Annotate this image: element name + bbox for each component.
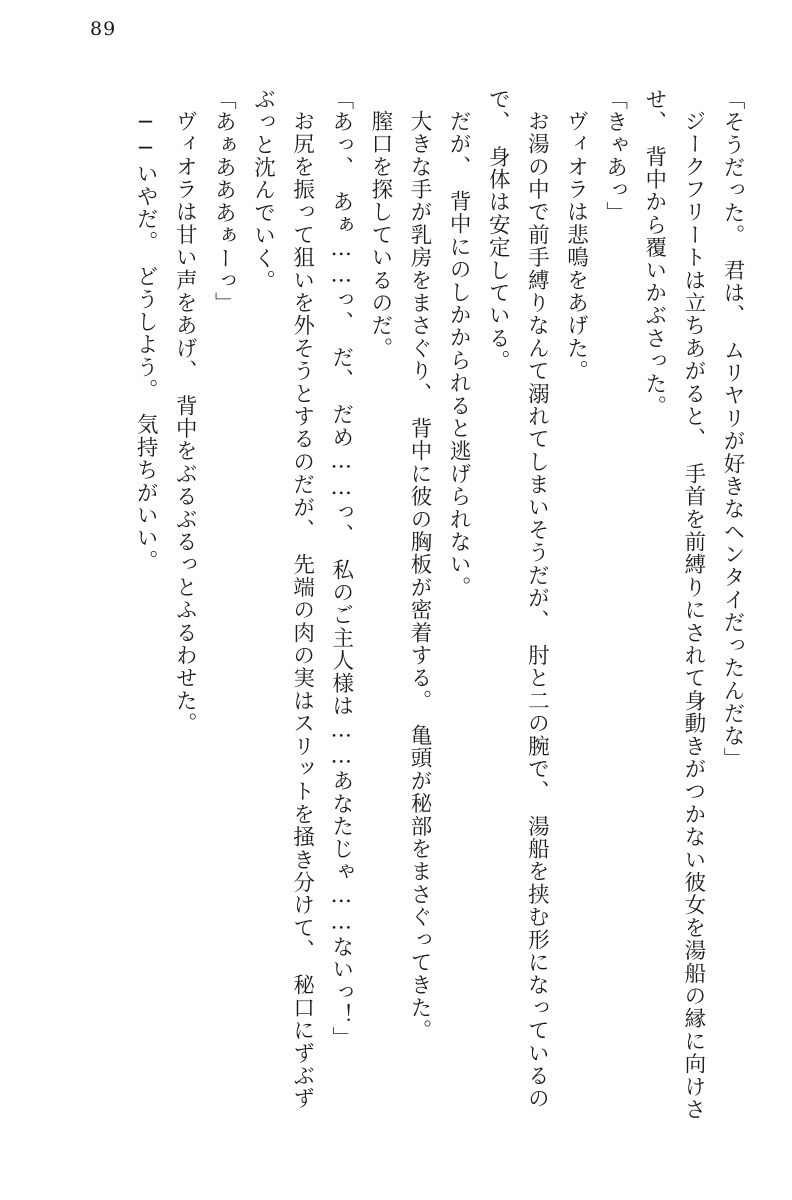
paragraph: ──いやだ。 どうしよう。 気持ちがいい。 (133, 110, 159, 573)
paragraph: 「あっ、 あぁ……っ、 だ、 だめ……っ、 私のご主人様は……あなたじゃ……ないっ！」 (328, 88, 354, 1050)
page-number: 89 (90, 18, 117, 40)
paragraph: 「きゃあっ」 (602, 88, 628, 225)
paragraph: お尻を振って狙いを外そうとするのだが、 先端の肉の実はスリットを掻き分けて、 秘口にずぶずぶっと沈んでいく。 (250, 88, 315, 1110)
paragraph: お湯の中で前手縛りなんて溺れてしまいそうだが、 肘と二の腕で、 湯船を挟む形になっているので、 身体は安定している。 (485, 88, 550, 1110)
paragraph: ジークフリートは立ちあがると、 手首を前縛りにされて身動きがつかない彼女を湯船の縁に向けさせ、 背中から覆いかぶさった。 (641, 88, 706, 1121)
paragraph: 「あぁあああぁーっ」 (211, 88, 237, 315)
page-body-text (56, 88, 752, 1128)
paragraph: だが、 背中にのしかかられると逃げられない。 (446, 110, 472, 599)
paragraph: ヴィオラは悲鳴をあげた。 (563, 110, 589, 383)
paragraph: 膣口を探しているのだ。 (367, 110, 393, 360)
paragraph: ヴィオラは甘い声をあげ、 背中をぶるぶるっとふるわせた。 (172, 110, 198, 735)
paragraph: 「そうだった。 君は、 ムリヤリが好きなヘンタイだったんだな」 (720, 88, 745, 771)
paragraph: 大きな手が乳房をまさぐり、 背中に彼の胸板が密着する。 亀頭が秘部をまさぐってきた。 (407, 110, 432, 1042)
